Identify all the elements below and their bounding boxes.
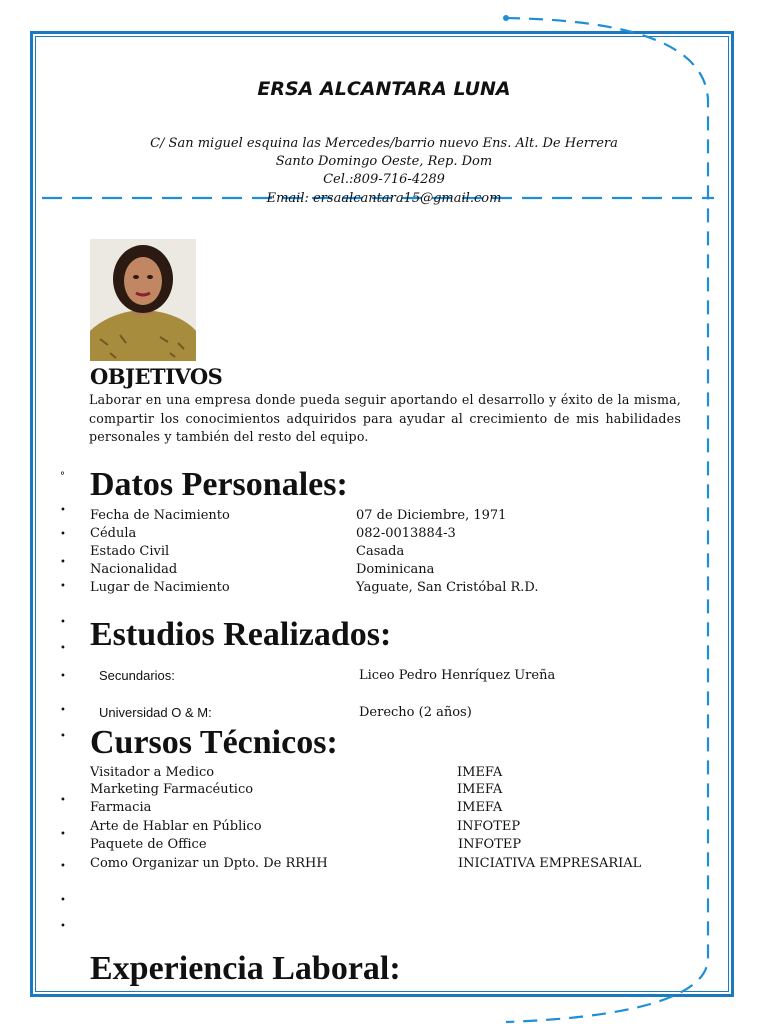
address-line-2: Santo Domingo Oeste, Rep. Dom <box>275 154 493 169</box>
course-institution: INFOTEP <box>457 819 521 834</box>
personal-label: Lugar de Nacimiento <box>90 580 230 595</box>
personal-label: Estado Civil <box>90 544 170 559</box>
personal-label: Fecha de Nacimiento <box>90 508 230 523</box>
objectives-heading: OBJETIVOS <box>90 364 223 389</box>
study-value: Derecho (2 años) <box>359 705 472 720</box>
course-institution: IMEFA <box>457 782 503 797</box>
personal-value: Casada <box>356 544 405 559</box>
personal-value: 07 de Diciembre, 1971 <box>356 508 507 523</box>
personal-data-heading: Datos Personales: <box>90 466 348 503</box>
profile-photo <box>90 239 196 361</box>
personal-value: Yaguate, San Cristóbal R.D. <box>356 580 539 595</box>
study-value: Liceo Pedro Henríquez Ureña <box>359 668 556 683</box>
course-label: Como Organizar un Dpto. De RRHH <box>90 856 328 871</box>
course-institution: IMEFA <box>457 765 503 780</box>
phone-line: Cel.:809-716-4289 <box>323 172 445 187</box>
experience-heading: Experiencia Laboral: <box>90 950 401 987</box>
objectives-text: Laborar en una empresa donde pueda seguir aportando el desarrollo y éxito de la misma, compartir los conocimientos adquiridos para ayudar al crecimiento de mis habilidades personales y también del resto del equipo. <box>89 392 681 444</box>
course-institution: INICIATIVA EMPRESARIAL <box>458 856 642 871</box>
studies-heading: Estudios Realizados: <box>90 616 392 653</box>
course-label: Paquete de Office <box>90 837 207 852</box>
personal-label: Nacionalidad <box>90 562 178 577</box>
course-label: Visitador a Medico <box>90 765 215 780</box>
courses-heading: Cursos Técnicos: <box>90 724 338 761</box>
course-label: Arte de Hablar en Público <box>90 819 262 834</box>
study-label: Secundarios: <box>99 668 175 683</box>
email-line: Email: ersaalcantara15@gmail.com <box>266 191 502 206</box>
address-line-1: C/ San miguel esquina las Mercedes/barrio nuevo Ens. Alt. De Herrera <box>150 136 618 151</box>
course-label: Marketing Farmacéutico <box>90 782 254 797</box>
candidate-name: ERSA ALCANTARA LUNA <box>257 78 511 100</box>
course-label: Farmacia <box>90 800 152 815</box>
course-institution: IMEFA <box>457 800 503 815</box>
study-label: Universidad O & M: <box>99 705 212 720</box>
personal-value: Dominicana <box>356 562 435 577</box>
course-institution: INFOTEP <box>458 837 522 852</box>
personal-label: Cédula <box>90 526 137 541</box>
personal-value: 082-0013884-3 <box>356 526 456 541</box>
